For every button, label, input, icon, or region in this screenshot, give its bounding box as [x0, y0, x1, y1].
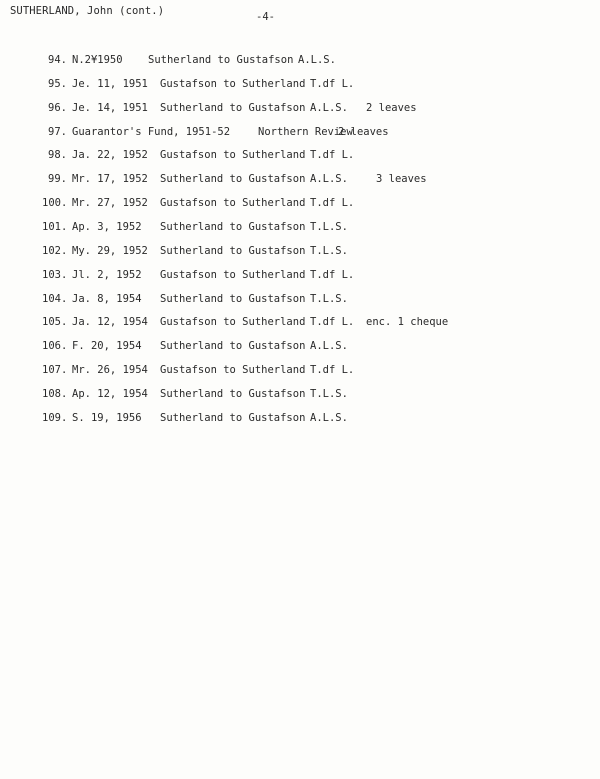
entry-correspondents: Sutherland to Gustafson — [160, 101, 306, 114]
entry-type: T.L.S. — [310, 387, 348, 400]
entry-note: enc. 1 cheque — [366, 316, 449, 329]
entry-date: Jl. 2, 1952 — [72, 268, 142, 281]
entry-date: Ja. 12, 1954 — [72, 316, 148, 329]
entry-type: T.L.S. — [310, 220, 348, 233]
entry-type: A.L.S. — [310, 340, 348, 353]
entry-correspondents: Gustafson to Sutherland — [160, 364, 306, 377]
entry-date: Mr. 26, 1954 — [72, 364, 148, 377]
entry-correspondents: Gustafson to Sutherland — [160, 316, 306, 329]
entry-date: Guarantor's Fund, 1951-52 — [72, 125, 231, 138]
entry-correspondents: Sutherland to Gustafson — [160, 411, 306, 424]
entry-number: 106. — [42, 340, 68, 353]
entry-date: F. 20, 1954 — [72, 340, 142, 353]
entry-note: 2 leaves — [366, 101, 417, 114]
entry-date: Je. 11, 1951 — [72, 77, 148, 90]
entry-correspondents: Sutherland to Gustafson — [160, 340, 306, 353]
entry-date: N.2¥1950 — [72, 54, 123, 66]
entry-number: 96. — [48, 101, 67, 114]
list-item — [0, 243, 600, 259]
entry-date: Je. 14, 1951 — [72, 101, 148, 114]
list-item — [0, 362, 600, 378]
list-item — [0, 147, 600, 163]
entry-number: 98. — [48, 149, 67, 162]
entry-correspondents: Gustafson to Sutherland — [160, 197, 306, 210]
entry-date: Mr. 17, 1952 — [72, 173, 148, 186]
entry-correspondents: Gustafson to Sutherland — [160, 268, 306, 281]
entry-number: 102. — [42, 244, 68, 257]
entry-type: T.df L. — [310, 197, 355, 210]
entry-date: S. 19, 1956 — [72, 411, 142, 424]
entry-correspondents: Gustafson to Sutherland — [160, 77, 306, 90]
entry-number: 103. — [42, 268, 68, 281]
list-item — [0, 76, 600, 92]
entry-note: 3 leaves — [376, 173, 427, 186]
entry-date: Ja. 8, 1954 — [72, 292, 142, 305]
entry-correspondents: Sutherland to Gustafson — [160, 292, 306, 305]
entry-number: 105. — [42, 316, 68, 329]
entry-date: Mr. 27, 1952 — [72, 197, 148, 210]
entry-note: 2 leaves — [338, 125, 389, 138]
list-item — [0, 124, 600, 140]
list-item — [0, 338, 600, 354]
entry-date: Ap. 3, 1952 — [72, 220, 142, 233]
entry-date: Ja. 22, 1952 — [72, 149, 148, 162]
entry-correspondents: Gustafson to Sutherland — [160, 149, 306, 162]
entry-type: A.L.S. — [310, 173, 348, 186]
entry-type: T.df L. — [310, 149, 355, 162]
entry-correspondents: Sutherland to Gustafson — [160, 387, 306, 400]
entry-type: A.L.S. — [310, 101, 348, 114]
list-item — [0, 171, 600, 187]
entry-number: 109. — [42, 411, 68, 424]
list-item — [0, 52, 600, 68]
entry-date: My. 29, 1952 — [72, 244, 148, 257]
entry-type: T.df L. — [310, 268, 355, 281]
entry-type: T.df L. — [310, 77, 355, 90]
list-item — [0, 219, 600, 235]
entry-type: A.L.S. — [298, 54, 336, 66]
list-item — [0, 267, 600, 283]
entry-correspondents: Sutherland to Gustafson — [160, 173, 306, 186]
entry-type: T.L.S. — [310, 244, 348, 257]
entry-number: 100. — [42, 197, 68, 210]
entry-correspondents: Sutherland to Gustafson — [148, 54, 294, 66]
entry-type: T.df L. — [310, 364, 355, 377]
entry-type: A.L.S. — [310, 411, 348, 424]
entry-number: 104. — [42, 292, 68, 305]
entry-type: T.L.S. — [310, 292, 348, 305]
list-item — [0, 314, 600, 330]
list-item — [0, 100, 600, 116]
list-item — [0, 291, 600, 307]
entry-correspondents: Sutherland to Gustafson — [160, 244, 306, 257]
entry-number: 94. — [48, 54, 67, 66]
list-item — [0, 410, 600, 426]
entry-date: Ap. 12, 1954 — [72, 387, 148, 400]
entry-correspondents: Northern Review — [258, 125, 353, 138]
entry-number: 101. — [42, 220, 68, 233]
entry-number: 97. — [48, 125, 67, 138]
entry-number: 99. — [48, 173, 67, 186]
entry-number: 107. — [42, 364, 68, 377]
list-item — [0, 195, 600, 211]
page-number: -4- — [256, 11, 275, 23]
document-header-title: SUTHERLAND, John (cont.) — [10, 5, 165, 17]
entry-correspondents: Sutherland to Gustafson — [160, 220, 306, 233]
entry-number: 108. — [42, 387, 68, 400]
entry-number: 95. — [48, 77, 67, 90]
entry-type: T.df L. — [310, 316, 355, 329]
list-item — [0, 386, 600, 402]
